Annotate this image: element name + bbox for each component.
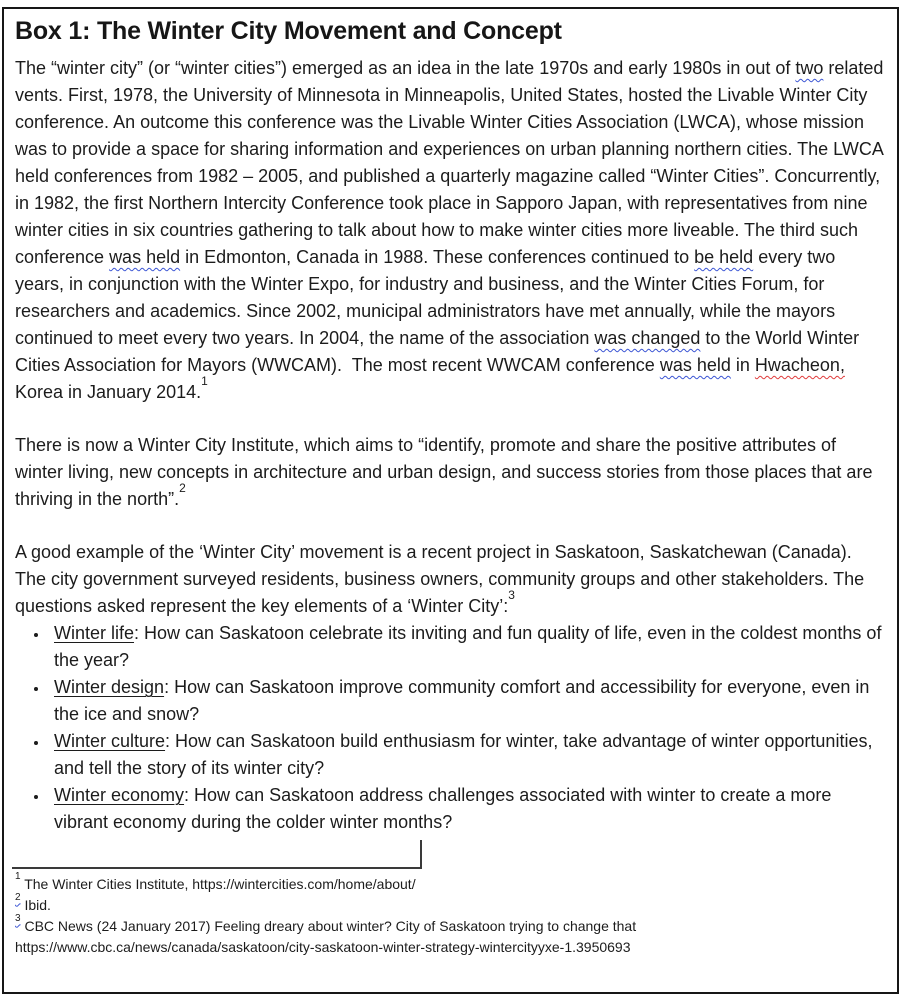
footnote-reference-1: 1 [201,374,208,388]
footnote-3 [15,913,887,937]
bullet-item-winter-culture [49,728,887,782]
text-box [2,7,899,994]
paragraph-text: to the World Winter Cities Association for Mayors (WWCAM). The most recent WWCAM conference [15,328,860,375]
footnote-reference-2: 2 [179,481,186,495]
paragraph-text: Korea in January 2014. [15,382,202,402]
bullet-label: Winter economy [54,785,185,805]
bullet-label: Winter culture [54,731,166,751]
page-title: Box 1: The Winter City Movement and Concept [15,17,562,45]
grammar-flagged-text: was held [109,247,181,267]
footnote-marker-1: 1 [15,871,21,883]
bullet-item-winter-economy [49,782,887,836]
footnote-text: https://www.cbc.ca/news/canada/saskatoon/city-saskatoon-winter-strategy-wintercityyxe-1.3950693 [15,939,631,955]
footnote-text: Ibid. [20,897,51,913]
footnote-1 [15,871,887,895]
spelling-flagged-text: Hwacheon, [754,355,845,375]
footnote-text: The Winter Cities Institute, https://wintercities.com/home/about/ [20,876,416,892]
paragraph-3 [15,539,887,620]
footnotes-section [15,871,887,958]
paragraph-text: in Edmonton, Canada in 1988. These conferences continued to [180,247,695,267]
bullet-item-winter-design [49,674,887,728]
bullet-text: : How can Saskatoon build enthusiasm for winter, take advantage of winter opportunities, and tell the story of its winter city? [54,731,873,778]
bullet-list [15,620,887,836]
footnote-separator [12,840,422,869]
footnote-marker-2: 2 [15,892,21,904]
footnote-text: CBC News (24 January 2017) Feeling dreary about winter? City of Saskatoon trying to change that [20,918,637,934]
body-text [15,55,887,836]
paragraph-text: in [730,355,755,375]
paragraph-text: A good example of the ‘Winter City’ movement is a recent project in Saskatoon, Saskatchewan (Canada). The city government surveyed residents, business owners, community groups and other stakeholders. The questions asked represent the key elements of a ‘Winter City’: [15,542,865,616]
footnote-2 [15,892,887,916]
paragraph-text: related vents. First, 1978, the University of Minnesota in Minneapolis, United States, hosted the Livable Winter City conference. An outcome this conference was the Livable Winter Cities Association (LWCA), whose mission was to provide a space for sharing information and experiences on urban planning northern cities. The LWCA held conferences from 1982 – 2005, and published a quarterly magazine called “Winter Cities”. Concurrently, in 1982, the first Northern Intercity Conference took place in Sapporo Japan, with representatives from nine winter cities in six countries gathering to talk about how to make winter cities more liveable. The third such conference [15,58,884,267]
paragraph-1 [15,55,887,406]
footnote-3-url [15,937,887,958]
grammar-flagged-text: was held [659,355,731,375]
grammar-flagged-text: be held [694,247,754,267]
bullet-text: : How can Saskatoon celebrate its inviting and fun quality of life, even in the coldest months of the year? [54,623,882,670]
footnote-reference-3: 3 [508,588,515,602]
bullet-text: : How can Saskatoon improve community comfort and accessibility for everyone, even in the ice and snow? [54,677,870,724]
bullet-label: Winter life [54,623,135,643]
bullet-label: Winter design [54,677,165,697]
paragraph-text: every two years, in conjunction with the Winter Expo, for industry and business, and the Winter Cities Forum, for researchers and academics. Since 2002, municipal administrators have met annually, while the mayors continued to meet every two years. In 2004, the name of the association [15,247,836,348]
grammar-flagged-text: two [795,58,824,78]
paragraph-2 [15,432,887,513]
footnote-marker-3: 3 [15,913,21,925]
paragraph-text: The “winter city” (or “winter cities”) emerged as an idea in the late 1970s and early 1980s in out of [15,58,796,78]
bullet-text: : How can Saskatoon address challenges associated with winter to create a more vibrant economy during the colder winter months? [54,785,832,832]
grammar-flagged-text: was changed [594,328,701,348]
paragraph-text: There is now a Winter City Institute, which aims to “identify, promote and share the positive attributes of winter living, new concepts in architecture and urban design, and success stories from those places that are thriving in the north”. [15,435,873,509]
bullet-item-winter-life [49,620,887,674]
